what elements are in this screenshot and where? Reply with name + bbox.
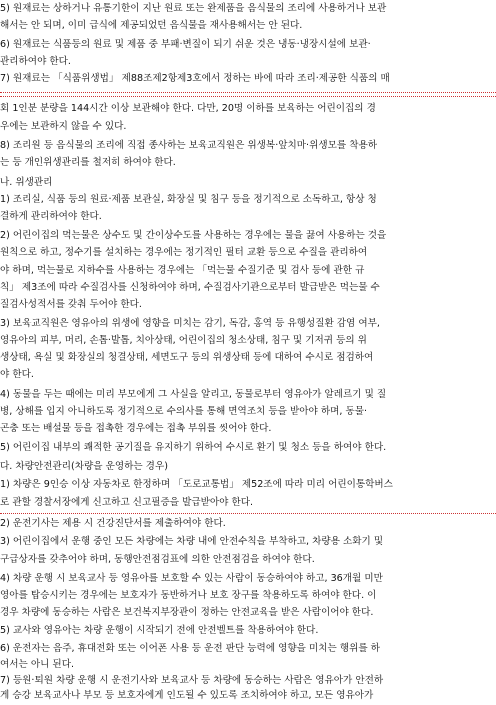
text-line: 4) 차량 운행 시 보육교사 등 영유아를 보호할 수 있는 사람이 동승하여야 하고, 36개월 미만 bbox=[0, 573, 383, 584]
text-line: 병, 상해를 입지 아니하도록 정기적으로 수의사를 통해 면역조치 등을 받아야 하며, 동물· bbox=[0, 406, 368, 417]
text-line: 6) 운전자는 음주, 휴대전화 또는 이어폰 사용 등 운전 판단 능력에 영향을 미치는 행위를 하 bbox=[0, 643, 380, 654]
page-separator bbox=[0, 96, 496, 97]
text-line: 7) 등원·퇴원 차량 운행 시 운전기사와 보육교사 등 차량에 동승하는 사람은 영유아가 안전하 bbox=[0, 675, 384, 686]
text-line: 1) 조리실, 식품 등의 원료·제품 보관실, 화장실 및 침구 등을 정기적으로 소독하고, 항상 청 bbox=[0, 194, 377, 205]
text-line: 여서는 아니 된다. bbox=[0, 659, 75, 670]
text-line: 결하게 관리하여야 한다. bbox=[0, 211, 102, 222]
text-line: 3) 보육교직원은 영유아의 위생에 영향을 미치는 감기, 독감, 홍역 등 유행성질환 감염 여부, bbox=[0, 318, 380, 329]
text-line: 5) 원재료는 상하거나 유통기한이 지난 원료 또는 완제품을 음식물의 조리에 사용하거나 보관 bbox=[0, 3, 387, 14]
text-line: 칙」 제3조에 따라 수질검사를 신청하여야 하며, 수질검사기관으로부터 발급받은 먹는물 수 bbox=[0, 282, 380, 293]
page-separator bbox=[0, 513, 496, 514]
text-line: 생상태, 욕실 및 화장실의 청결상태, 세면도구 등의 위생상태 등에 대하여 수시로 점검하여 bbox=[0, 352, 374, 363]
text-line: 야 한다. bbox=[0, 369, 34, 380]
text-line: 질검사성적서를 갖춰 두어야 한다. bbox=[0, 299, 142, 310]
text-line: 구급상자를 갖추어야 하며, 동행안전점검표에 의한 안전점검을 하여야 한다. bbox=[0, 554, 315, 565]
section-heading: 다. 차량안전관리(차량을 운영하는 경우) bbox=[0, 461, 168, 472]
text-line: 회 1인분 분량을 144시간 이상 보관해야 한다. 다만, 20명 이하를 보육하는 어린이집의 경 bbox=[0, 103, 376, 114]
text-line: 1) 차량은 9인승 이상 자동차로 한정하며 「도로교통법」 제52조에 따라 미리 어린이통학버스 bbox=[0, 479, 393, 490]
text-line: 5) 어린이집 내부의 쾌적한 공기질을 유지하기 위하여 수시로 환기 및 청소 등을 하여야 한다. bbox=[0, 442, 387, 453]
page-separator bbox=[0, 92, 496, 93]
text-line: 게 승강 보육교사나 부모 등 보호자에게 인도될 수 있도록 조치하여야 하고, 모든 영유아가 bbox=[0, 690, 374, 701]
text-line: 곤충 또는 배설물 등을 접촉한 경우에는 접촉 부위를 씻어야 한다. bbox=[0, 423, 272, 434]
text-line: 는 등 개인위생관리를 철저히 하여야 한다. bbox=[0, 157, 176, 168]
text-line: 영유아의 피부, 머리, 손톱·발톱, 치아상태, 어린이집의 청소상태, 침구 및 기저귀 등의 위 bbox=[0, 335, 367, 346]
text-line: 해서는 안 되며, 이미 급식에 제공되었던 음식물을 재사용해서는 안 된다. bbox=[0, 20, 303, 31]
text-line: 우에는 보관하지 않을 수 있다. bbox=[0, 121, 127, 132]
text-line: 2) 운전기사는 제용 시 건강진단서를 제출하여야 한다. bbox=[0, 518, 226, 529]
text-line: 로 관할 경찰서장에게 신고하고 신고필증을 발급받아야 한다. bbox=[0, 497, 254, 508]
text-line: 5) 교사와 영유아는 차량 운행이 시작되기 전에 안전벨트를 착용하여야 한다. bbox=[0, 625, 319, 636]
text-line: 6) 원재료는 식품등의 원료 및 제품 중 부패·변질이 되기 쉬운 것은 냉동·냉장시설에 보관· bbox=[0, 39, 371, 50]
text-line: 8) 조리원 등 음식물의 조리에 직접 종사하는 보육교직원은 위생복·앞치마·위생모를 착용하 bbox=[0, 140, 378, 151]
text-line: 야 하며, 먹는물로 지하수를 사용하는 경우에는 「먹는물 수질기준 및 검사 등에 관한 규 bbox=[0, 265, 365, 276]
text-line: 영아를 탑승시키는 경우에는 보호자가 동반하거나 보호 장구를 착용하도록 하여야 한다. 이 bbox=[0, 590, 377, 601]
text-line: 2) 어린이집의 먹는물은 상수도 및 간이상수도를 사용하는 경우에는 물을 끓여 사용하는 것을 bbox=[0, 230, 387, 241]
text-line: 3) 어린이집에서 운행 중인 모든 차량에는 차량 내에 안전수칙을 부착하고, 차량용 소화기 및 bbox=[0, 536, 384, 547]
section-heading: 나. 위생관리 bbox=[0, 177, 53, 188]
text-line: 관리하여야 한다. bbox=[0, 56, 71, 67]
text-line: 4) 동물을 두는 때에는 미리 부모에게 그 사실을 알리고, 동물로부터 영유아가 알레르기 및 질 bbox=[0, 389, 387, 400]
text-line: 원칙으로 하고, 정수기를 설치하는 경우에는 정기적인 필터 교환 등으로 수질을 관리하여 bbox=[0, 247, 368, 258]
text-line: 7) 원재료는 「식품위생법」 제88조제2항제3호에서 정하는 바에 따라 조리·제공한 식품의 매 bbox=[0, 73, 390, 84]
text-line: 경우 차량에 동승하는 사람은 보건복지부장관이 정하는 안전교육을 받은 사람이어야 한다. bbox=[0, 607, 374, 618]
